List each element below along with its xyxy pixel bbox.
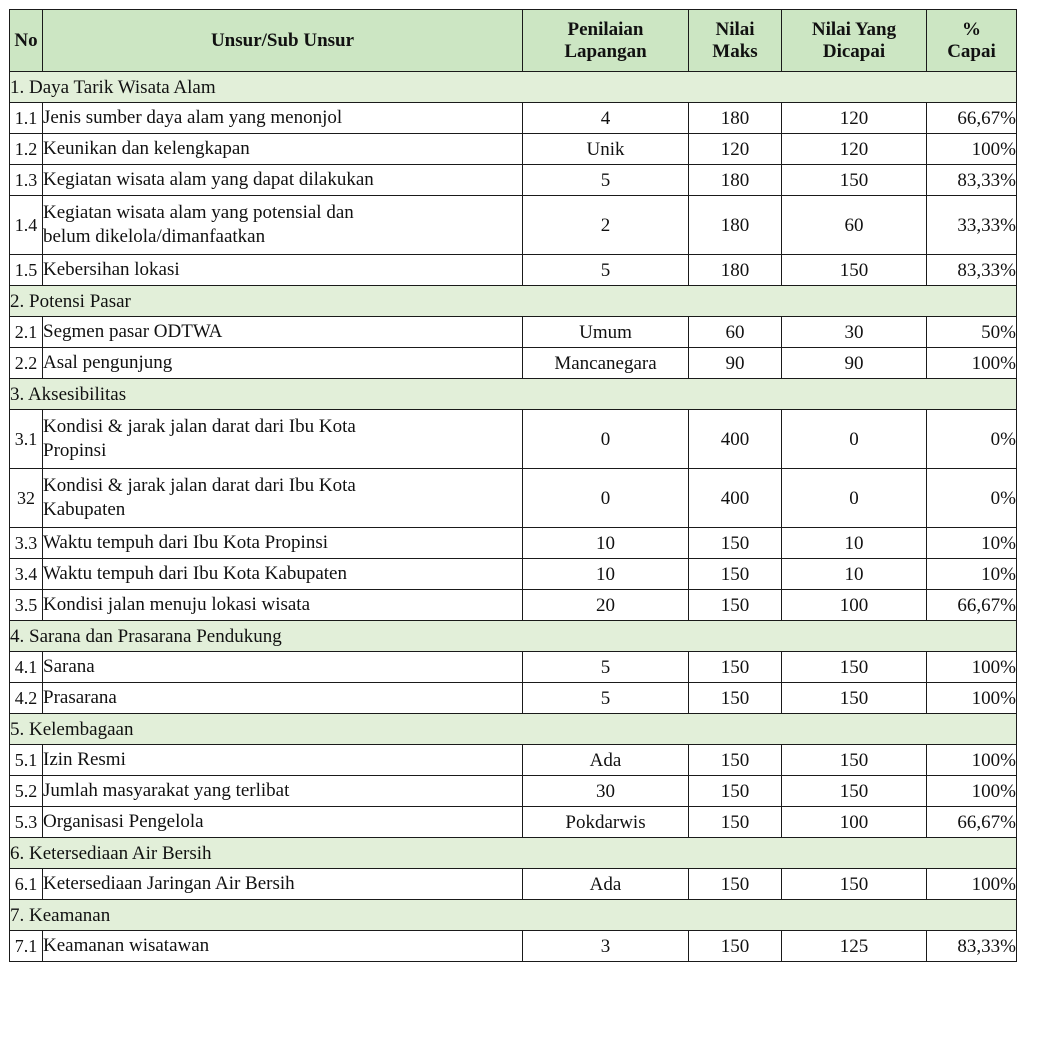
- group-title: 2. Potensi Pasar: [10, 286, 1017, 317]
- cell-no: 1.1: [10, 103, 43, 134]
- table-body: [10, 72, 1017, 962]
- cell-nilai-dicapai: 150: [782, 869, 927, 900]
- header-nilai-dicapai: [782, 10, 927, 72]
- cell-persen-capai: 100%: [927, 683, 1017, 714]
- cell-persen-capai: 0%: [927, 469, 1017, 528]
- cell-penilaian-lapangan: 0: [523, 469, 689, 528]
- table-row: [10, 776, 1017, 807]
- group-row: [10, 72, 1017, 103]
- cell-sub-unsur: Segmen pasar ODTWA: [43, 317, 523, 348]
- table-row: [10, 807, 1017, 838]
- group-row: [10, 621, 1017, 652]
- cell-penilaian-lapangan: 5: [523, 255, 689, 286]
- cell-nilai-maks: 120: [689, 134, 782, 165]
- cell-nilai-maks: 180: [689, 196, 782, 255]
- cell-persen-capai: 0%: [927, 410, 1017, 469]
- header-penilaian-line1: Penilaian: [567, 18, 644, 40]
- table-row: [10, 745, 1017, 776]
- cell-sub-unsur-line: Kondisi & jarak jalan darat dari Ibu Kota: [43, 475, 356, 496]
- cell-no: 3.4: [10, 559, 43, 590]
- cell-sub-unsur: Prasarana: [43, 683, 523, 714]
- cell-sub-unsur: Keamanan wisatawan: [43, 931, 523, 962]
- cell-penilaian-lapangan: Umum: [523, 317, 689, 348]
- cell-nilai-maks: 90: [689, 348, 782, 379]
- table-row: [10, 410, 1017, 469]
- cell-nilai-dicapai: 0: [782, 410, 927, 469]
- cell-nilai-dicapai: 150: [782, 745, 927, 776]
- cell-persen-capai: 100%: [927, 745, 1017, 776]
- header-penilaian-lapangan: [523, 10, 689, 72]
- assessment-table: [9, 9, 1017, 962]
- header-dicapai-line1: Nilai Yang: [811, 18, 897, 40]
- cell-nilai-maks: 150: [689, 869, 782, 900]
- table-row: [10, 652, 1017, 683]
- group-title: 4. Sarana dan Prasarana Pendukung: [10, 621, 1017, 652]
- cell-nilai-dicapai: 150: [782, 165, 927, 196]
- table-row: [10, 255, 1017, 286]
- cell-penilaian-lapangan: 10: [523, 528, 689, 559]
- cell-no: 5.1: [10, 745, 43, 776]
- header-row: [10, 10, 1017, 72]
- cell-penilaian-lapangan: Pokdarwis: [523, 807, 689, 838]
- table-row: [10, 165, 1017, 196]
- cell-no: 1.3: [10, 165, 43, 196]
- header-nilai-maks: [689, 10, 782, 72]
- table-row: [10, 103, 1017, 134]
- cell-penilaian-lapangan: 3: [523, 931, 689, 962]
- cell-nilai-maks: 400: [689, 469, 782, 528]
- cell-nilai-dicapai: 150: [782, 652, 927, 683]
- cell-sub-unsur: Jumlah masyarakat yang terlibat: [43, 776, 523, 807]
- cell-nilai-maks: 150: [689, 776, 782, 807]
- cell-penilaian-lapangan: 5: [523, 683, 689, 714]
- cell-penilaian-lapangan: 30: [523, 776, 689, 807]
- table-row: [10, 869, 1017, 900]
- cell-persen-capai: 100%: [927, 776, 1017, 807]
- cell-nilai-dicapai: 90: [782, 348, 927, 379]
- header-penilaian-line2: Lapangan: [564, 40, 647, 62]
- cell-sub-unsur: Jenis sumber daya alam yang menonjol: [43, 103, 523, 134]
- group-title: 7. Keamanan: [10, 900, 1017, 931]
- table-row: [10, 348, 1017, 379]
- cell-no: 3.5: [10, 590, 43, 621]
- cell-nilai-maks: 150: [689, 528, 782, 559]
- cell-persen-capai: 100%: [927, 652, 1017, 683]
- cell-persen-capai: 100%: [927, 869, 1017, 900]
- cell-sub-unsur: Waktu tempuh dari Ibu Kota Kabupaten: [43, 559, 523, 590]
- cell-nilai-dicapai: 125: [782, 931, 927, 962]
- cell-sub-unsur-line: Kabupaten: [43, 499, 126, 520]
- table-row: [10, 134, 1017, 165]
- cell-sub-unsur: Izin Resmi: [43, 745, 523, 776]
- cell-penilaian-lapangan: 5: [523, 652, 689, 683]
- cell-nilai-dicapai: 150: [782, 683, 927, 714]
- cell-no: 4.1: [10, 652, 43, 683]
- cell-persen-capai: 83,33%: [927, 165, 1017, 196]
- cell-persen-capai: 10%: [927, 528, 1017, 559]
- cell-nilai-dicapai: 100: [782, 807, 927, 838]
- group-title: 5. Kelembagaan: [10, 714, 1017, 745]
- table-row: [10, 469, 1017, 528]
- group-title: 1. Daya Tarik Wisata Alam: [10, 72, 1017, 103]
- cell-penilaian-lapangan: 4: [523, 103, 689, 134]
- group-row: [10, 900, 1017, 931]
- group-row: [10, 286, 1017, 317]
- cell-nilai-dicapai: 100: [782, 590, 927, 621]
- cell-sub-unsur-line: Propinsi: [43, 440, 107, 461]
- cell-nilai-dicapai: 120: [782, 103, 927, 134]
- cell-nilai-dicapai: 30: [782, 317, 927, 348]
- cell-penilaian-lapangan: 10: [523, 559, 689, 590]
- cell-nilai-maks: 150: [689, 745, 782, 776]
- cell-penilaian-lapangan: Mancanegara: [523, 348, 689, 379]
- cell-nilai-maks: 150: [689, 807, 782, 838]
- cell-persen-capai: 100%: [927, 348, 1017, 379]
- cell-penilaian-lapangan: 2: [523, 196, 689, 255]
- cell-sub-unsur: Sarana: [43, 652, 523, 683]
- cell-penilaian-lapangan: Ada: [523, 745, 689, 776]
- cell-nilai-maks: 180: [689, 255, 782, 286]
- cell-sub-unsur: Waktu tempuh dari Ibu Kota Propinsi: [43, 528, 523, 559]
- cell-persen-capai: 33,33%: [927, 196, 1017, 255]
- cell-nilai-dicapai: 0: [782, 469, 927, 528]
- cell-penilaian-lapangan: Ada: [523, 869, 689, 900]
- cell-nilai-maks: 150: [689, 559, 782, 590]
- cell-sub-unsur: Kebersihan lokasi: [43, 255, 523, 286]
- cell-nilai-maks: 150: [689, 683, 782, 714]
- header-no: No: [10, 10, 43, 72]
- cell-no: 3.3: [10, 528, 43, 559]
- table-row: [10, 559, 1017, 590]
- cell-no: 2.1: [10, 317, 43, 348]
- cell-nilai-dicapai: 10: [782, 528, 927, 559]
- cell-nilai-maks: 180: [689, 165, 782, 196]
- cell-no: 4.2: [10, 683, 43, 714]
- group-row: [10, 379, 1017, 410]
- cell-no: 32: [10, 469, 43, 528]
- cell-nilai-maks: 150: [689, 590, 782, 621]
- cell-sub-unsur: Organisasi Pengelola: [43, 807, 523, 838]
- group-title: 3. Aksesibilitas: [10, 379, 1017, 410]
- cell-nilai-maks: 60: [689, 317, 782, 348]
- cell-sub-unsur: Asal pengunjung: [43, 348, 523, 379]
- table-row: [10, 317, 1017, 348]
- cell-nilai-dicapai: 150: [782, 776, 927, 807]
- header-dicapai-line2: Dicapai: [822, 40, 886, 62]
- table-row: [10, 196, 1017, 255]
- cell-nilai-dicapai: 120: [782, 134, 927, 165]
- cell-no: 5.3: [10, 807, 43, 838]
- cell-nilai-dicapai: 150: [782, 255, 927, 286]
- header-maks-line2: Maks: [712, 40, 758, 62]
- cell-persen-capai: 100%: [927, 134, 1017, 165]
- table-row: [10, 528, 1017, 559]
- group-row: [10, 714, 1017, 745]
- header-sub-unsur: Unsur/Sub Unsur: [43, 10, 523, 72]
- cell-penilaian-lapangan: Unik: [523, 134, 689, 165]
- cell-penilaian-lapangan: 20: [523, 590, 689, 621]
- cell-persen-capai: 66,67%: [927, 807, 1017, 838]
- header-maks-line1: Nilai: [715, 18, 755, 40]
- cell-sub-unsur-line: Kondisi & jarak jalan darat dari Ibu Kota: [43, 416, 356, 437]
- table-row: [10, 683, 1017, 714]
- cell-nilai-maks: 400: [689, 410, 782, 469]
- cell-sub-unsur: [43, 469, 523, 528]
- cell-nilai-maks: 150: [689, 652, 782, 683]
- header-persen-capai: [927, 10, 1017, 72]
- header-capai-line2: Capai: [947, 40, 996, 62]
- table-row: [10, 590, 1017, 621]
- cell-sub-unsur: Kondisi jalan menuju lokasi wisata: [43, 590, 523, 621]
- cell-no: 1.4: [10, 196, 43, 255]
- cell-sub-unsur-line: belum dikelola/dimanfaatkan: [43, 226, 266, 247]
- cell-persen-capai: 66,67%: [927, 103, 1017, 134]
- cell-no: 3.1: [10, 410, 43, 469]
- cell-no: 7.1: [10, 931, 43, 962]
- cell-sub-unsur-line: Kegiatan wisata alam yang potensial dan: [43, 202, 354, 223]
- cell-nilai-maks: 180: [689, 103, 782, 134]
- cell-sub-unsur: Kegiatan wisata alam yang dapat dilakukan: [43, 165, 523, 196]
- cell-persen-capai: 66,67%: [927, 590, 1017, 621]
- header-capai-line1: %: [962, 18, 981, 40]
- cell-persen-capai: 10%: [927, 559, 1017, 590]
- cell-no: 1.5: [10, 255, 43, 286]
- cell-no: 6.1: [10, 869, 43, 900]
- table-row: [10, 931, 1017, 962]
- cell-penilaian-lapangan: 5: [523, 165, 689, 196]
- cell-persen-capai: 83,33%: [927, 255, 1017, 286]
- cell-no: 5.2: [10, 776, 43, 807]
- group-row: [10, 838, 1017, 869]
- cell-no: 2.2: [10, 348, 43, 379]
- cell-sub-unsur: [43, 196, 523, 255]
- cell-sub-unsur: [43, 410, 523, 469]
- cell-nilai-maks: 150: [689, 931, 782, 962]
- cell-nilai-dicapai: 10: [782, 559, 927, 590]
- cell-no: 1.2: [10, 134, 43, 165]
- cell-persen-capai: 83,33%: [927, 931, 1017, 962]
- cell-nilai-dicapai: 60: [782, 196, 927, 255]
- cell-persen-capai: 50%: [927, 317, 1017, 348]
- group-title: 6. Ketersediaan Air Bersih: [10, 838, 1017, 869]
- cell-penilaian-lapangan: 0: [523, 410, 689, 469]
- cell-sub-unsur: Keunikan dan kelengkapan: [43, 134, 523, 165]
- cell-sub-unsur: Ketersediaan Jaringan Air Bersih: [43, 869, 523, 900]
